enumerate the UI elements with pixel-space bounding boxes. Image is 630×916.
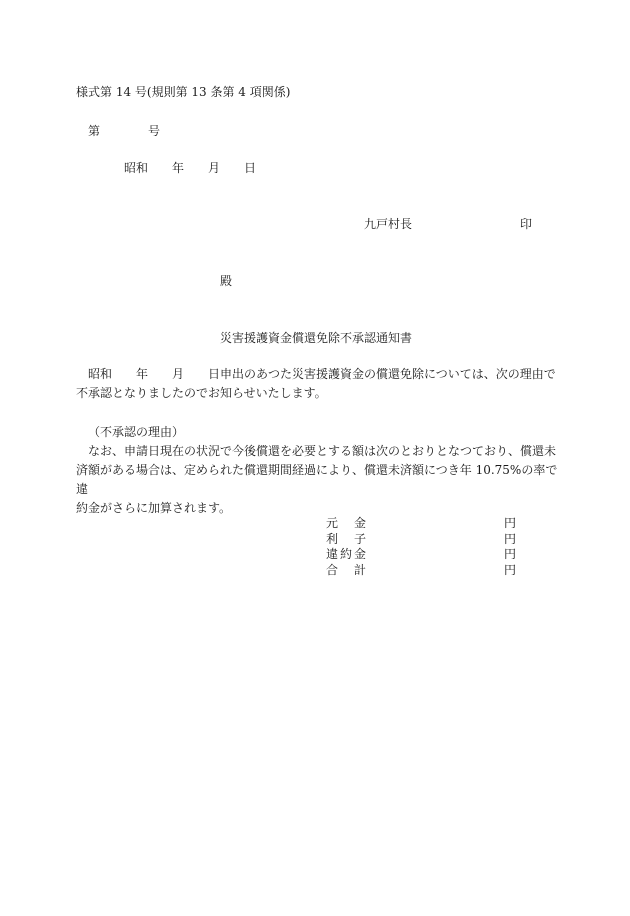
yen-unit: 円 (503, 562, 516, 577)
amount-label: 合 計 (326, 562, 369, 577)
reason-section (76, 423, 559, 518)
recipient-honorific: 殿 (220, 274, 233, 288)
reason-line: 約金がさらに加算されます。 (76, 501, 232, 515)
form-header: 様式第 14 号(規則第 13 条第 4 項関係) (76, 85, 291, 99)
yen-unit: 円 (503, 531, 516, 546)
amount-row-principal (326, 516, 516, 532)
date-day: 日 (244, 161, 257, 175)
document-title: 災害援護資金償還免除不承認通知書 (220, 331, 413, 345)
date-month: 月 (208, 161, 221, 175)
amount-label: 元 金 (326, 516, 369, 530)
amount-label: 利 子 (326, 531, 369, 546)
amount-table (326, 516, 516, 578)
amount-row-penalty (326, 547, 516, 563)
date-era: 昭和 (124, 161, 149, 175)
yen-unit: 円 (503, 516, 516, 530)
reason-heading: （不承認の理由） (88, 425, 185, 439)
reason-line: なお、申請日現在の状況で今後償還を必要とする額は次のとおりとなつており、償還未 (88, 444, 557, 458)
doc-number-suffix: 号 (148, 124, 161, 138)
yen-unit: 円 (503, 547, 516, 561)
doc-number-prefix: 第 (88, 124, 101, 138)
sender-title: 九戸村長 (364, 217, 413, 231)
amount-row-interest (326, 532, 516, 548)
reason-line: 済額がある場合は、定められた償還期間経過により、償還未済額につき年 10.75%の率で違 (76, 463, 558, 496)
amount-row-total (326, 563, 516, 579)
amount-label: 違約金 (326, 547, 369, 561)
body-line: 不承認となりましたのでお知らせいたします。 (76, 386, 327, 400)
body-line: 昭和 年 月 日申出のあつた災害援護資金の償還免除については、次の理由で (88, 367, 556, 381)
seal-mark: 印 (520, 217, 533, 231)
notice-body (76, 365, 559, 403)
date-year: 年 (172, 161, 185, 175)
